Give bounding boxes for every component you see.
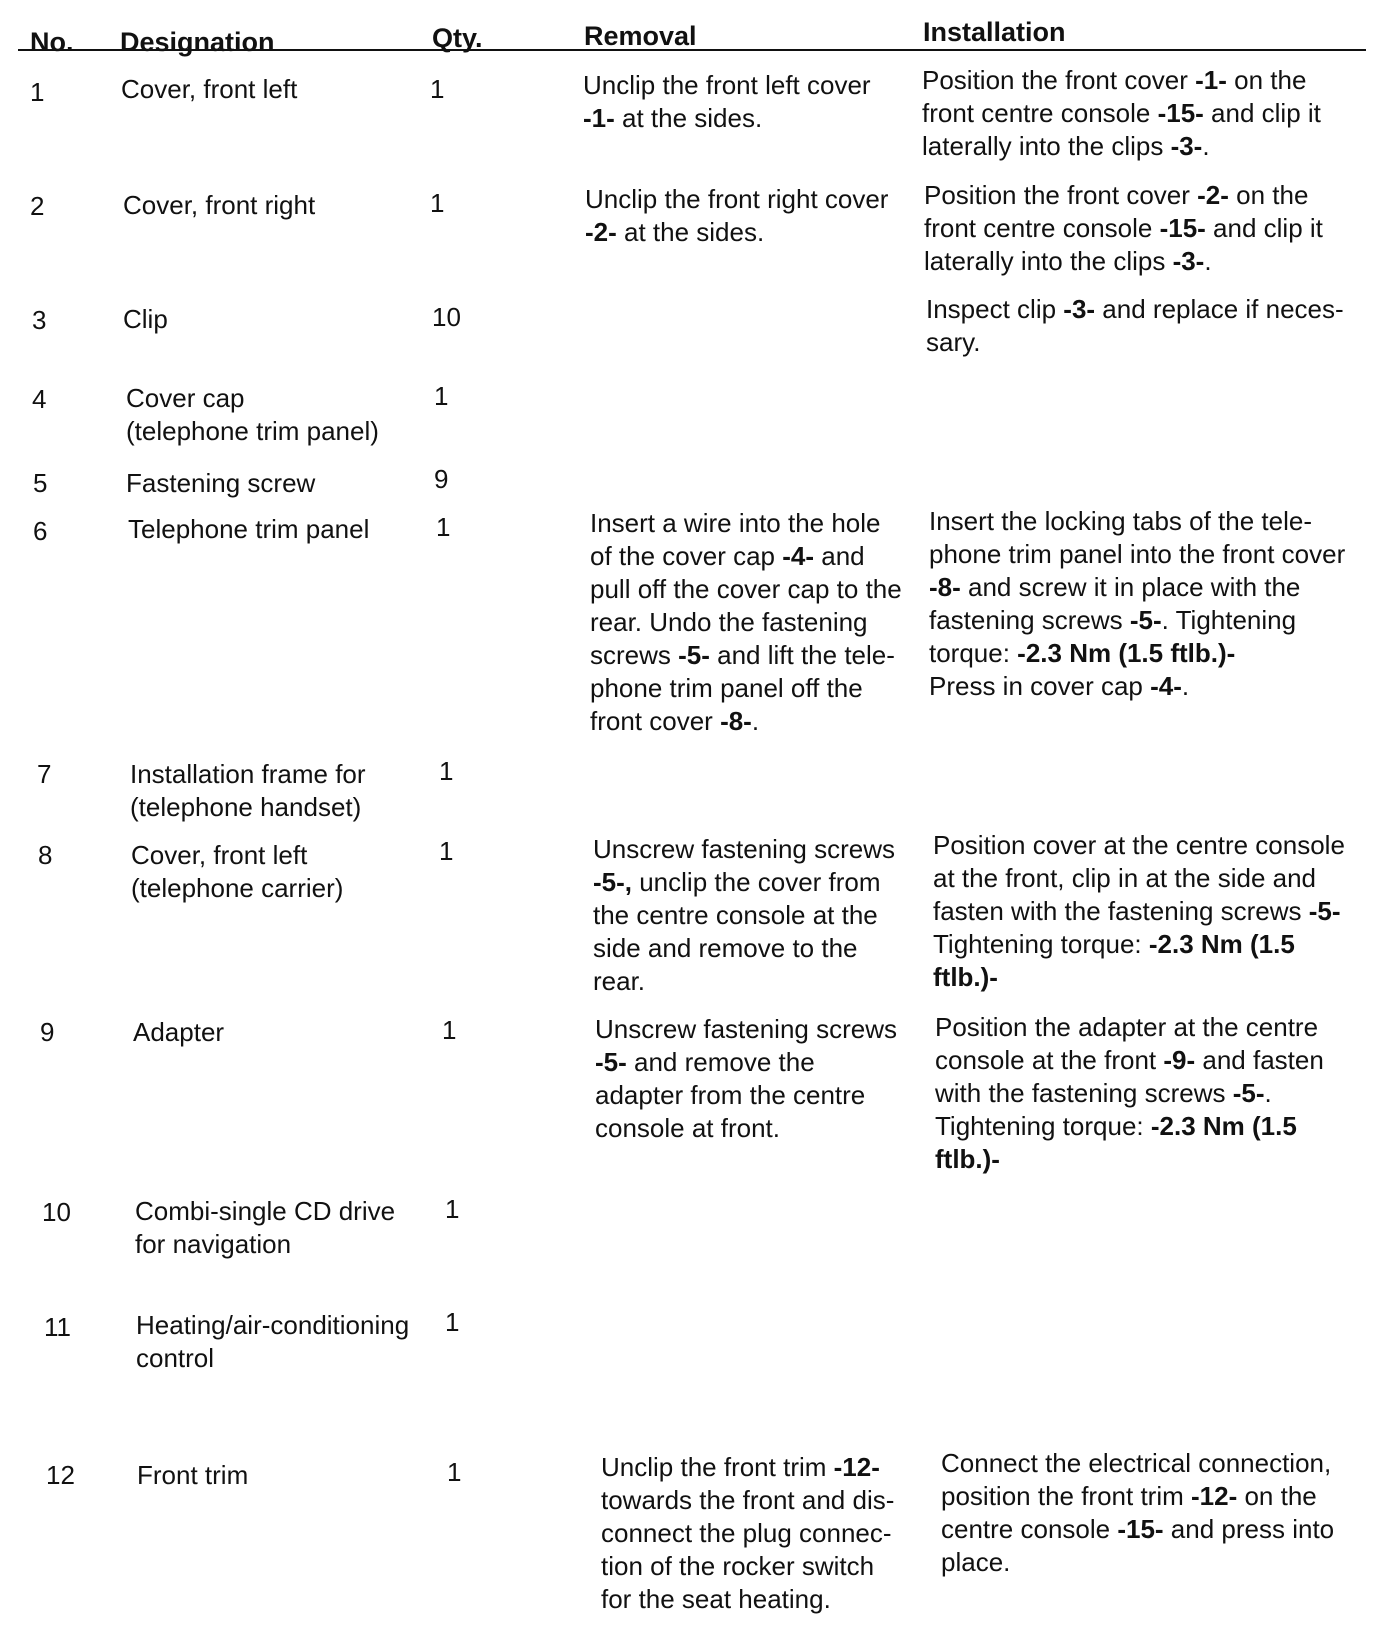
removal-cell: Insert a wire into the hole of the cover cap -4- and pull off the cover cap to the rear. Undo the fastening screws -5- and lift the tele- phone trim panel off the front cover -8-. — [590, 508, 902, 736]
row-number: 8 — [38, 840, 53, 870]
removal-cell: Unscrew fastening screws -5-, unclip the cover from the centre console at the side and remove to the rear. — [593, 834, 895, 996]
quantity-cell: 1 — [445, 1307, 460, 1337]
row-number: 3 — [32, 305, 47, 335]
quantity-cell: 1 — [430, 74, 445, 104]
column-header-qty: Qty. — [432, 23, 483, 53]
designation-cell: Adapter — [133, 1017, 225, 1047]
installation-cell: Inspect clip -3- and replace if neces- sary. — [926, 294, 1344, 357]
installation-cell: Position the front cover -1- on the front centre console -15- and clip it laterally into the clips -3-. — [922, 65, 1321, 161]
row-number: 2 — [30, 191, 45, 221]
quantity-cell: 1 — [439, 756, 454, 786]
designation-cell: Telephone trim panel — [128, 514, 370, 544]
designation-cell: Combi-single CD drive for navigation — [135, 1196, 396, 1259]
installation-cell: Insert the locking tabs of the tele- phone trim panel into the front cover -8- and screw it in place with the fastening screws -5-. Tightening torque: -2.3 Nm (1.5 ftlb.)- Press in cover cap -4-. — [929, 506, 1346, 701]
quantity-cell: 1 — [436, 512, 451, 542]
designation-cell: Cover, front left — [121, 74, 298, 104]
quantity-cell: 9 — [434, 464, 449, 494]
quantity-cell: 1 — [447, 1457, 462, 1487]
designation-cell: Clip — [123, 304, 168, 334]
row-number: 7 — [37, 759, 52, 789]
designation-cell: Installation frame for (telephone handset) — [130, 759, 366, 822]
header-divider — [18, 49, 1366, 51]
column-header-no: No. — [30, 27, 74, 57]
quantity-cell: 1 — [439, 836, 454, 866]
designation-cell: Cover, front right — [123, 190, 316, 220]
row-number: 1 — [30, 77, 45, 107]
installation-cell: Position cover at the centre console at the front, clip in at the side and fasten with the fastening screws -5- Tightening torque: -2.3 Nm (1.5 ftlb.)- — [933, 830, 1345, 992]
designation-cell: Heating/air-conditioning control — [136, 1310, 410, 1373]
column-header-designation: Designation — [120, 27, 275, 57]
designation-cell: Cover, front left (telephone carrier) — [131, 840, 344, 903]
row-number: 9 — [40, 1017, 55, 1047]
removal-cell: Unclip the front right cover -2- at the sides. — [585, 184, 889, 247]
designation-cell: Cover cap (telephone trim panel) — [126, 383, 379, 446]
column-header-removal: Removal — [584, 21, 697, 51]
removal-cell: Unclip the front left cover -1- at the sides. — [583, 70, 871, 133]
row-number: 12 — [46, 1460, 75, 1490]
quantity-cell: 1 — [445, 1194, 460, 1224]
removal-cell: Unscrew fastening screws -5- and remove the adapter from the centre console at front. — [595, 1014, 897, 1143]
column-header-installation: Installation — [923, 17, 1066, 47]
removal-cell: Unclip the front trim -12- towards the front and dis- connect the plug connec- tion of the rocker switch for the seat heating. — [601, 1452, 895, 1614]
quantity-cell: 1 — [430, 188, 445, 218]
designation-cell: Fastening screw — [126, 468, 316, 498]
quantity-cell: 1 — [442, 1015, 457, 1045]
quantity-cell: 10 — [432, 302, 461, 332]
row-number: 6 — [33, 516, 48, 546]
row-number: 10 — [42, 1197, 71, 1227]
installation-cell: Position the adapter at the centre console at the front -9- and fasten with the fastening screws -5-. Tightening torque: -2.3 Nm (1.5 ftlb.)- — [935, 1012, 1324, 1174]
row-number: 4 — [32, 384, 47, 414]
row-number: 11 — [44, 1312, 71, 1342]
row-number: 5 — [33, 468, 48, 498]
installation-cell: Position the front cover -2- on the front centre console -15- and clip it laterally into the clips -3-. — [924, 180, 1323, 276]
installation-cell: Connect the electrical connection, position the front trim -12- on the centre console -15- and press into place. — [941, 1448, 1335, 1577]
quantity-cell: 1 — [434, 381, 449, 411]
designation-cell: Front trim — [137, 1460, 249, 1490]
